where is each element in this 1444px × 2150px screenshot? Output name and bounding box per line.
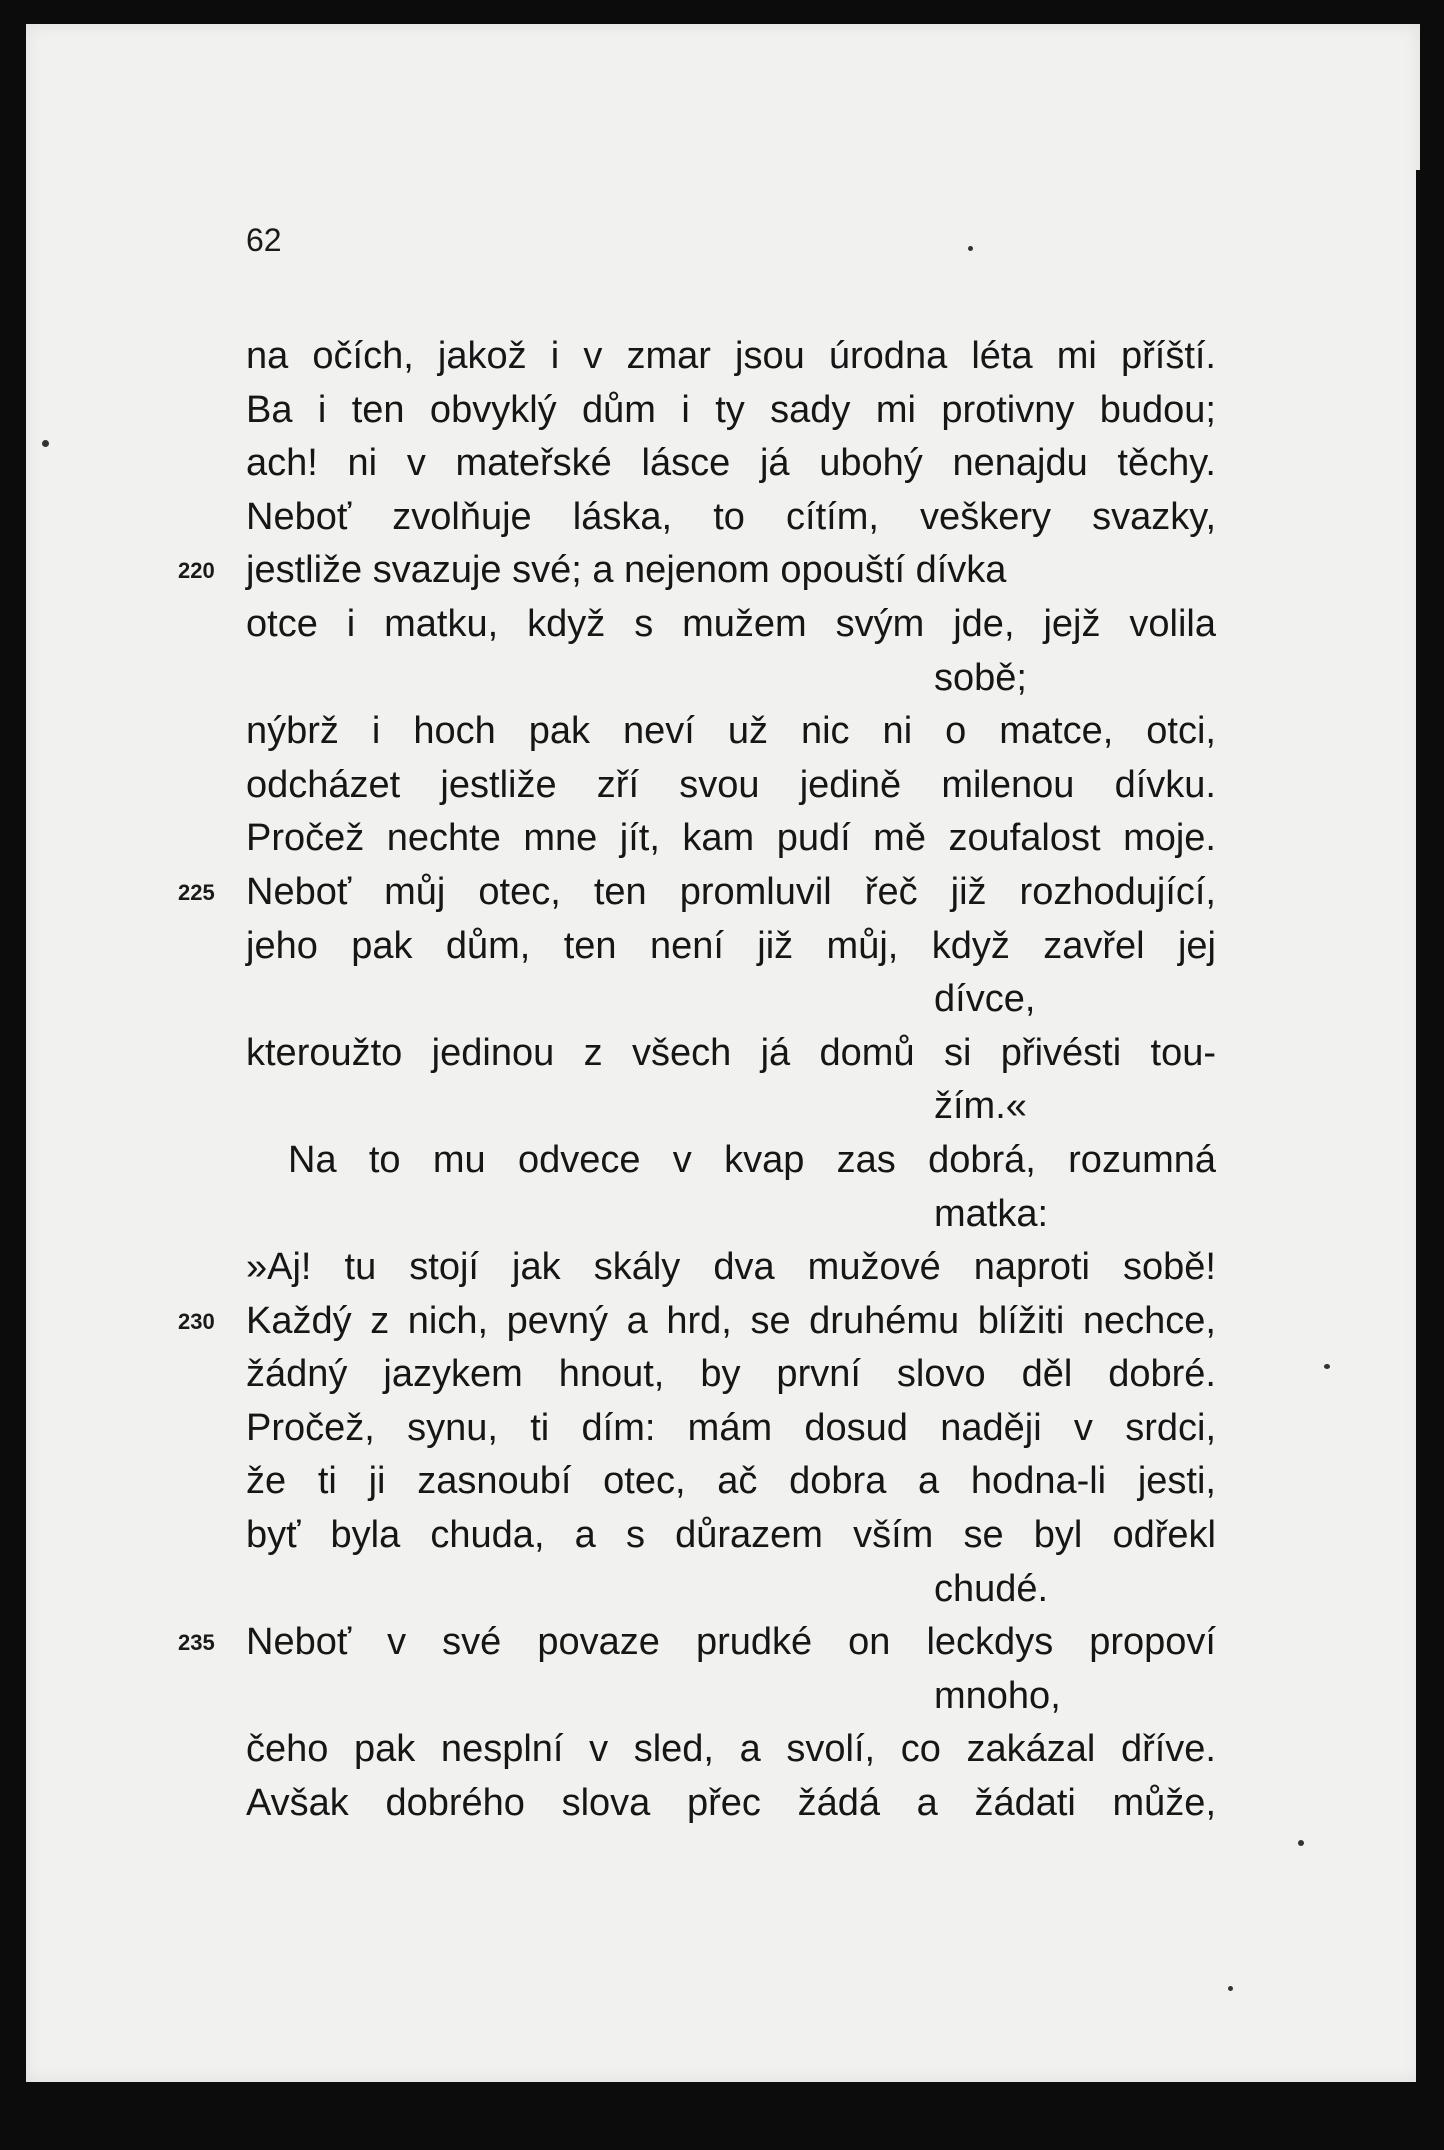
verse-line (246, 1563, 1216, 1617)
verse-text: byť byla chuda, a s důrazem vším se byl odřekl (246, 1514, 1216, 1557)
verse-line (178, 866, 1216, 920)
verse-line (246, 437, 1216, 491)
verse-text: Neboť v své povaze prudké on leckdys propoví (246, 1621, 1216, 1664)
verse-text: žím.« (934, 1085, 1027, 1128)
verse-line (246, 1509, 1216, 1563)
scan-speck (1324, 1364, 1330, 1369)
line-number: 225 (178, 879, 215, 905)
scan-speck (42, 440, 49, 447)
verse-line (246, 1348, 1216, 1402)
verse-line (246, 491, 1216, 545)
verse-text: Pročež, synu, ti dím: mám dosud naději v srdci, (246, 1406, 1216, 1449)
verse-text: na očích, jakož i v zmar jsou úrodna léta mi příští. (246, 335, 1216, 377)
verse-text: chudé. (934, 1567, 1049, 1610)
verse-text: nýbrž i hoch pak neví už nic ni o matce, otci, (246, 710, 1216, 753)
verse-text: sobě; (934, 656, 1027, 699)
scan-speck (1298, 1840, 1304, 1846)
verse-line (246, 1080, 1216, 1134)
scan-speck (968, 246, 973, 251)
verse-line (246, 652, 1216, 706)
verse-text: Neboť zvolňuje láska, to cítím, veškery svazky, (246, 495, 1216, 538)
verse-line (246, 705, 1216, 759)
verse-line (246, 1402, 1216, 1456)
verse-line (246, 598, 1216, 652)
verse-line (178, 1295, 1216, 1349)
verse-text: mnoho, (934, 1674, 1061, 1717)
verse-text: kteroužto jedinou z všech já domů si přivésti tou- (246, 1031, 1216, 1074)
verse-line (246, 330, 1216, 384)
verse-line (246, 1241, 1216, 1295)
verse-text: otce i matku, když s mužem svým jde, jejž volila (246, 602, 1216, 645)
verse-text: dívce, (934, 978, 1036, 1021)
line-number: 220 (178, 558, 215, 584)
page-edge-shadow (1416, 170, 1426, 2150)
verse-line (246, 812, 1216, 866)
page-number: 62 (246, 222, 282, 258)
verse-line (246, 973, 1216, 1027)
verse-line (178, 1616, 1216, 1670)
line-number: 230 (178, 1308, 215, 1334)
verse-text: Pročež nechte mne jít, kam pudí mě zoufalost moje. (246, 817, 1216, 860)
verse-text: Neboť můj otec, ten promluvil řeč již rozhodující, (246, 870, 1216, 913)
verse-text: matka: (934, 1192, 1049, 1235)
verse-text: odcházet jestliže zří svou jedině milenou dívku. (246, 763, 1216, 806)
verse-line (246, 1134, 1216, 1188)
verse-line (246, 920, 1216, 974)
verse-text: Ba i ten obvyklý dům i ty sady mi protivny budou; (246, 388, 1216, 431)
scan-speck (1228, 1986, 1233, 1991)
verse-text: že ti ji zasnoubí otec, ač dobra a hodna-li jesti, (246, 1460, 1216, 1503)
poem-text (178, 330, 1216, 1831)
verse-text: Na to mu odvece v kvap zas dobrá, rozumná (288, 1138, 1216, 1181)
verse-text: jestliže svazuje své; a nejenom opouští dívka (246, 549, 1007, 592)
verse-line (246, 1723, 1216, 1777)
line-number: 235 (178, 1630, 215, 1656)
verse-line (178, 544, 1216, 598)
verse-text: Každý z nich, pevný a hrd, se druhému blížiti nechce, (246, 1299, 1216, 1342)
verse-line (246, 1670, 1216, 1724)
verse-text: čeho pak nesplní v sled, a svolí, co zakázal dříve. (246, 1728, 1216, 1771)
verse-line (246, 1777, 1216, 1831)
verse-line (246, 1027, 1216, 1081)
verse-line (246, 1455, 1216, 1509)
verse-text: ach! ni v mateřské lásce já ubohý nenajdu těchy. (246, 442, 1216, 485)
verse-line (246, 759, 1216, 813)
verse-text: Avšak dobrého slova přec žádá a žádati může, (246, 1782, 1216, 1825)
verse-line (246, 1188, 1216, 1242)
verse-text: jeho pak dům, ten není již můj, když zavřel jej (246, 924, 1216, 967)
verse-line (246, 384, 1216, 438)
verse-text: »Aj! tu stojí jak skály dva mužové naproti sobě! (246, 1246, 1216, 1289)
verse-text: žádný jazykem hnout, by první slovo děl dobré. (246, 1353, 1216, 1396)
